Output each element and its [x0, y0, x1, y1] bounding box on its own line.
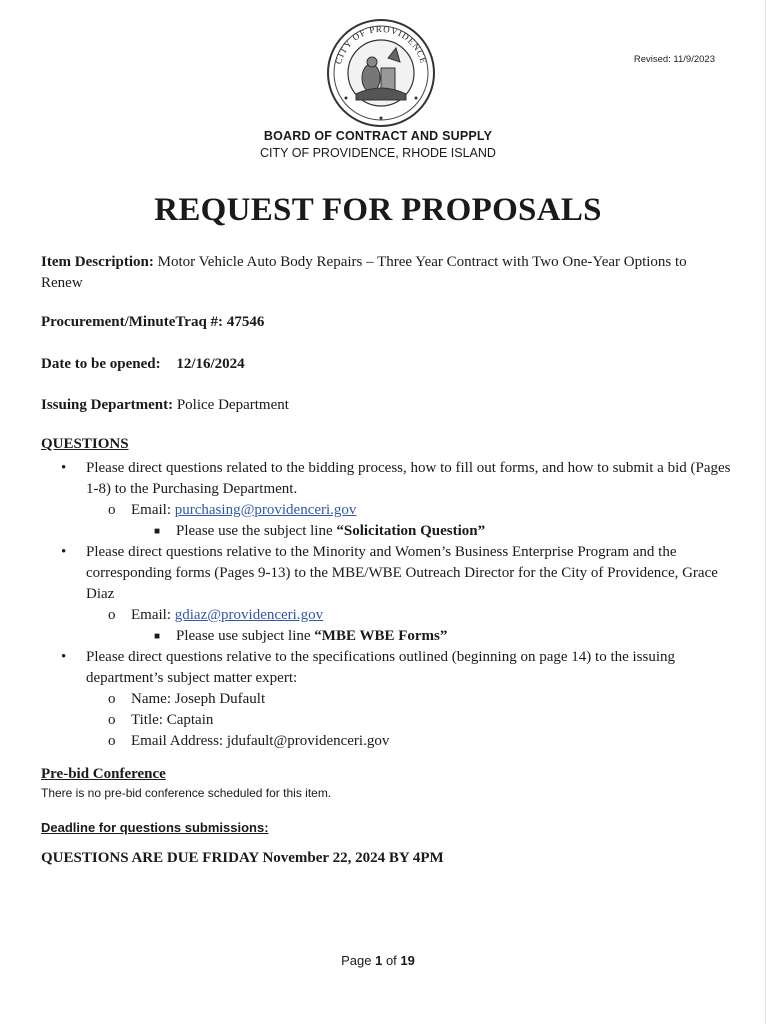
bullet-text: Please direct questions related to the bidding process, how to fill out forms, and how to submit a bid (Pages 1-8) to the Purchasing Department. [86, 460, 731, 497]
revised-date: Revised: 11/9/2023 [633, 54, 715, 65]
square-bullet-icon: ■ [154, 526, 161, 537]
list-item [41, 689, 731, 710]
list-item [41, 458, 731, 500]
subject-prefix: Please use subject line [176, 628, 315, 644]
list-item [41, 731, 731, 752]
email-label: Email: [131, 502, 171, 518]
deadline-heading: Deadline for questions submissions: [41, 820, 269, 835]
bullet-icon: • [61, 544, 67, 560]
subject-line: “Solicitation Question” [336, 523, 486, 539]
circle-bullet-icon: o [108, 733, 116, 749]
prebid-text: There is no pre-bid conference scheduled for this item. [41, 786, 332, 800]
square-bullet-icon: ■ [154, 631, 161, 642]
list-item [41, 710, 731, 731]
item-description-label: Item Description: [41, 254, 154, 270]
list-item [41, 605, 731, 626]
questions-list [41, 458, 731, 752]
date-to-be-opened [41, 356, 245, 373]
procurement-number [41, 314, 264, 331]
contact-name: Name: Joseph Dufault [131, 691, 266, 707]
page-current: 1 [375, 953, 383, 968]
item-description-value: Motor Vehicle Auto Body Repairs – Three Year Contract with Two One-Year Options to Renew [41, 254, 687, 291]
email-label: Email: [131, 607, 171, 623]
seal-arc-text: CITY OF PROVIDENCE [333, 23, 429, 66]
board-heading: BOARD OF CONTRACT AND SUPPLY [263, 129, 493, 143]
subject-prefix: Please use the subject line [176, 523, 337, 539]
item-description [41, 252, 721, 294]
date-opened-label: Date to be opened: [41, 356, 161, 372]
list-item [41, 500, 731, 521]
bullet-icon: • [61, 460, 67, 476]
deadline-text: QUESTIONS ARE DUE FRIDAY November 22, 2024 BY 4PM [41, 850, 444, 866]
bullet-icon: • [61, 649, 67, 665]
contact-title: Title: Captain [131, 712, 214, 728]
issuing-department-value: Police Department [176, 397, 289, 413]
page-number [0, 953, 756, 968]
bullet-text: Please direct questions relative to the specifications outlined (beginning on page 14) to the issuing department’s subject matter expert: [86, 649, 676, 686]
date-opened-value: 12/16/2024 [176, 356, 245, 372]
subject-line: “MBE WBE Forms” [314, 628, 448, 644]
city-heading: CITY OF PROVIDENCE, RHODE ISLAND [260, 146, 496, 160]
list-item [41, 626, 731, 647]
circle-bullet-icon: o [108, 607, 116, 623]
issuing-department-label: Issuing Department: [41, 397, 174, 413]
procurement-value: 47546 [226, 314, 265, 330]
page-total: 19 [400, 953, 415, 968]
page-of: of [382, 953, 401, 968]
issuing-department [41, 397, 289, 414]
mbe-email-link[interactable]: gdiaz@providenceri.gov [174, 607, 324, 623]
page-prefix: Page [341, 953, 376, 968]
list-item [41, 521, 731, 542]
circle-bullet-icon: o [108, 502, 116, 518]
questions-heading: QUESTIONS [41, 436, 129, 452]
circle-bullet-icon: o [108, 712, 116, 728]
list-item [41, 647, 731, 689]
circle-bullet-icon: o [108, 691, 116, 707]
document-title: REQUEST FOR PROPOSALS [154, 192, 602, 228]
page-edge-divider [765, 0, 766, 1024]
prebid-heading: Pre-bid Conference [41, 766, 166, 782]
purchasing-email-link[interactable]: purchasing@providenceri.gov [174, 502, 357, 518]
city-seal-logo [326, 18, 436, 128]
list-item [41, 542, 731, 605]
procurement-label: Procurement/MinuteTraq #: [41, 314, 224, 330]
contact-email: Email Address: jdufault@providenceri.gov [131, 733, 390, 749]
bullet-text: Please direct questions relative to the Minority and Women’s Business Enterprise Program and the corresponding forms (Pages 9-13) to the MBE/WBE Outreach Director for the City of Providence, Grace Diaz [86, 544, 718, 602]
